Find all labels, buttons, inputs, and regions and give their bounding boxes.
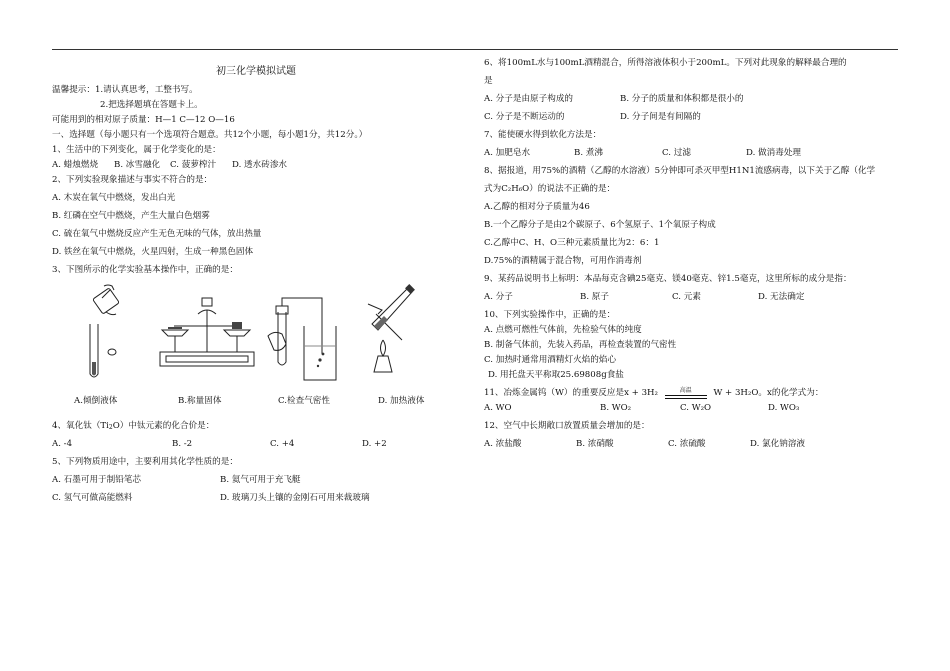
q4-option-a: A. -4 <box>52 439 73 449</box>
q9-options <box>484 292 898 303</box>
q2-option-a: A. 木炭在氧气中燃烧，发出白光 <box>52 193 176 203</box>
top-rule <box>52 49 898 50</box>
left-column <box>52 58 460 504</box>
q5-options-row-2 <box>52 493 460 504</box>
q6-options-row-1 <box>484 94 898 105</box>
q2-option-d: D. 铁丝在氧气中燃烧，火星四射，生成一种黑色固体 <box>52 247 254 257</box>
q2-option-c: C. 硫在氧气中燃烧反应产生无色无味的气体，放出热量 <box>52 229 262 239</box>
q10-option-d: D. 用托盘天平称取25.69808g食盐 <box>488 370 624 380</box>
equals-sign-icon <box>665 395 707 399</box>
q5-stem: 5、下列物质用途中，主要利用其化学性质的是： <box>52 457 238 467</box>
q8-option-a: A.乙醇的相对分子质量为46 <box>484 202 590 212</box>
q1-stem: 1、生活中的下列变化，属于化学变化的是： <box>52 145 221 155</box>
q9-option-a: A. 分子 <box>484 292 513 302</box>
q12-stem: 12、空气中长期敞口放置质量会增加的是： <box>484 421 650 431</box>
q12-option-c: C. 浓硫酸 <box>668 439 706 449</box>
q8-option-c: C.乙醇中C、H、O三种元素质量比为2：6：1 <box>484 238 660 248</box>
q1-option-d: D. 透水砖渗水 <box>232 160 288 170</box>
q11-stem-part-1: 11、冶炼金属钨（W）的重要反应是x + 3H₂ <box>484 388 658 398</box>
tip-line-1: 温馨提示：1.请认真思考，工整书写。 <box>52 85 198 95</box>
q5-option-a: A. 石墨可用于制铅笔芯 <box>52 475 142 485</box>
q5-options-row-1 <box>52 475 460 486</box>
reaction-condition-label: 高温 <box>679 387 692 394</box>
q1-option-a: A. 蜡烛燃烧 <box>52 160 99 170</box>
q3-caption-b: B.称量固体 <box>178 396 222 406</box>
q11-option-c: C. W₂O <box>680 403 712 413</box>
q10-stem: 10、下列实验操作中，正确的是： <box>484 310 616 320</box>
q9-option-d: D. 无法确定 <box>758 292 805 302</box>
right-column <box>484 58 898 450</box>
q1-options <box>52 160 460 171</box>
q9-stem: 9、某药品说明书上标明：本品每克含碘25毫克、镁40毫克、锌1.5毫克，这里所标的成分是指： <box>484 274 852 284</box>
q11-stem-part-2: W + 3H₂O。x的化学式为： <box>713 388 824 398</box>
q8-stem-line-2: 式为C₂H₆O）的说法不正确的是： <box>484 184 616 194</box>
q5-option-d: D. 玻璃刀头上镶的金刚石可用来裁玻璃 <box>220 493 370 503</box>
airtightness-check-illustration <box>264 296 346 386</box>
q12-option-d: D. 氯化钠溶液 <box>750 439 806 449</box>
q3-caption-c: C.检查气密性 <box>278 396 330 406</box>
section-heading: 一、选择题（每小题只有一个选项符合题意。共12个小题，每小题1分，共12分。） <box>52 130 368 140</box>
pouring-liquid-illustration <box>74 282 136 386</box>
q7-stem: 7、能使硬水得到软化方法是： <box>484 130 602 140</box>
q2-option-b: B. 红磷在空气中燃烧，产生大量白色烟雾 <box>52 211 210 221</box>
q3-apparatus-figure <box>52 282 460 390</box>
q8-option-d: D.75%的酒精属于混合物，可用作消毒剂 <box>484 256 642 266</box>
q7-options <box>484 148 898 159</box>
q5-option-c: C. 氢气可做高能燃料 <box>52 493 133 503</box>
reaction-condition-arrow <box>665 388 707 399</box>
q4-option-b: B. -2 <box>172 439 193 449</box>
q2-stem: 2、下列实验现象描述与事实不符合的是： <box>52 175 213 185</box>
q6-option-b: B. 分子的质量和体积都是很小的 <box>620 94 744 104</box>
q9-option-b: B. 原子 <box>580 292 609 302</box>
q6-options-row-2 <box>484 112 898 123</box>
q1-option-b: B. 冰雪融化 <box>114 160 161 170</box>
q10-option-a: A. 点燃可燃性气体前，先检验气体的纯度 <box>484 325 642 335</box>
q7-option-a: A. 加肥皂水 <box>484 148 531 158</box>
q12-option-b: B. 浓硝酸 <box>576 439 614 449</box>
page-title: 初三化学模拟试题 <box>216 66 296 77</box>
q10-option-c: C. 加热时通常用酒精灯火焰的焰心 <box>484 355 617 365</box>
q4-stem-part-3: ）中钛元素的化合价是： <box>119 421 215 431</box>
q1-option-c: C. 菠萝榨汁 <box>170 160 217 170</box>
q4-stem <box>52 421 460 432</box>
q11-option-b: B. WO₂ <box>600 403 632 413</box>
q4-stem-part-1: 4、氧化钛（Ti <box>52 421 109 431</box>
q9-option-c: C. 元素 <box>672 292 701 302</box>
q7-option-b: B. 煮沸 <box>574 148 603 158</box>
heating-liquid-illustration <box>362 284 432 384</box>
balance-illustration <box>152 290 262 382</box>
q6-stem-line-1: 6、将100mL水与100mL酒精混合，所得溶液体积小于200mL。下列对此现象的解释最合理的 <box>484 58 847 68</box>
q10-option-b: B. 制备气体前，先装入药品，再检查装置的气密性 <box>484 340 677 350</box>
q8-option-b: B.一个乙醇分子是由2个碳原子、6个氢原子、1个氧原子构成 <box>484 220 716 230</box>
q6-option-a: A. 分子是由原子构成的 <box>484 94 574 104</box>
q4-option-d: D. +2 <box>362 439 387 449</box>
q3-stem: 3、下图所示的化学实验基本操作中，正确的是： <box>52 265 238 275</box>
q4-stem-subscript: 2 <box>108 424 113 431</box>
q4-options <box>52 439 460 450</box>
q4-stem-part-2: O <box>112 421 120 431</box>
q12-option-a: A. 浓盐酸 <box>484 439 522 449</box>
q7-option-d: D. 做消毒处理 <box>746 148 802 158</box>
q7-option-c: C. 过滤 <box>662 148 691 158</box>
q3-captions <box>52 396 460 407</box>
tip-line-2: 2.把选择题填在答题卡上。 <box>100 100 203 110</box>
q6-option-c: C. 分子是不断运动的 <box>484 112 565 122</box>
q11-options <box>484 403 898 414</box>
q6-option-d: D. 分子间是有间隔的 <box>620 112 701 122</box>
atomic-mass-note: 可能用到的相对原子质量：H—1 C—12 O—16 <box>52 115 235 125</box>
q11-option-a: A. WO <box>484 403 512 413</box>
q11-stem <box>484 388 898 399</box>
q11-option-d: D. WO₃ <box>768 403 800 413</box>
q3-caption-a: A.倾倒液体 <box>74 396 118 406</box>
q6-stem-line-2: 是 <box>484 76 493 86</box>
q5-option-b: B. 氦气可用于充飞艇 <box>220 475 301 485</box>
q4-option-c: C. +4 <box>270 439 295 449</box>
q12-options <box>484 439 898 450</box>
q3-caption-d: D. 加热液体 <box>378 396 425 406</box>
q8-stem-line-1: 8、据报道，用75%的酒精（乙醇的水溶液）5分钟即可杀灭甲型H1N1流感病毒，以下关于乙醇（化学 <box>484 166 876 176</box>
